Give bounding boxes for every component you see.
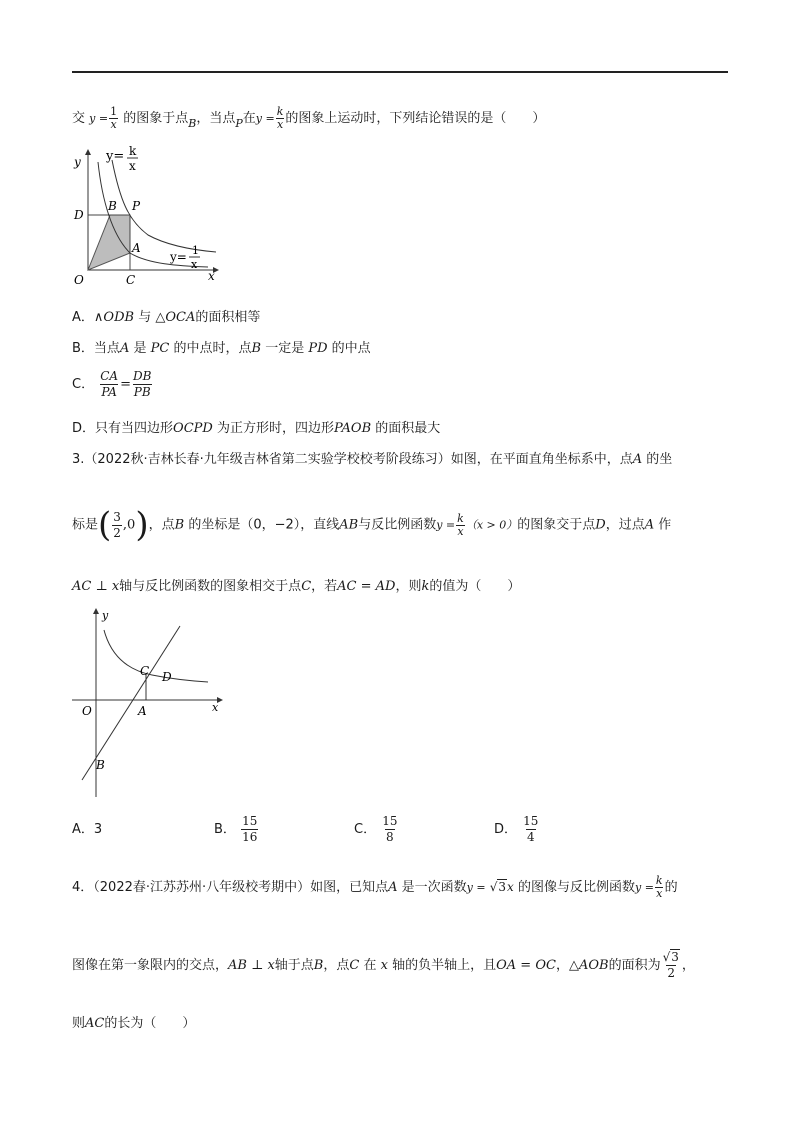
option-value: 3 (93, 822, 103, 837)
q4-stem-line-3: 则AC的长为（ ） (72, 1016, 196, 1031)
q2-stem-text-1: 交 (72, 111, 86, 126)
q2-figure (68, 140, 228, 295)
option-fraction: $\frac{15}{4}$ (523, 814, 539, 844)
q2-opta-mid: 与 (138, 310, 152, 325)
option-letter: C． (72, 377, 95, 392)
q2-label-d: D (74, 208, 84, 222)
q2-stem-text-4: 在 (242, 111, 256, 126)
q2-shaded-region (88, 215, 130, 270)
q3-stem-line-3: AC ⊥ x轴与反比例函数的图象相交于点C，若AC = AD，则k的值为（ ） (72, 579, 521, 594)
option-letter: A． (72, 310, 94, 325)
q3-label-y: y (102, 609, 109, 622)
q3-coord-a-fraction: $\frac{3}{2}$ (113, 509, 121, 540)
q2-label-o: O (74, 273, 84, 287)
q3-option-c[interactable] (354, 808, 400, 852)
q2-option-c[interactable]: C． $\frac{CA}{PA}$ = $\frac{DB}{PB}$ (72, 369, 152, 399)
q2-eq2-lhs: y = (255, 112, 275, 125)
q3-label-x: x (212, 701, 219, 714)
q4-stem-line-2: 图像在第一象限内的交点，AB ⊥ x轴于点B，点C 在 x 轴的负半轴上，且OA = OC，△AOB的面积为 $\frac{√3}{2}$ ， (72, 950, 695, 980)
q2-stem-text-2: 的图象于点 (123, 111, 189, 126)
q3-hyperbola (104, 630, 208, 682)
q2-eq2-fraction: $\frac{k}{x}$ (276, 105, 284, 131)
q2-label-y: y (74, 155, 81, 169)
q3-label-b: B (96, 758, 105, 772)
q2-label-curve-1-lhs: y= (170, 250, 187, 264)
q2-opta-rest: 的面积相等 (195, 310, 261, 325)
q2-point-p: P (235, 117, 243, 130)
q2-opta-triangle-odb: ∧ODB (93, 310, 135, 325)
q2-label-p: P (132, 199, 141, 213)
header-rule (72, 71, 728, 73)
q2-label-c: C (126, 273, 136, 287)
q2-eq1-lhs: y = (89, 112, 109, 125)
option-letter: A． (72, 822, 94, 837)
option-letter: C． (354, 822, 377, 837)
q2-point-b: B (188, 117, 197, 130)
q2-optc-frac-right: $\frac{DB}{PB}$ (132, 369, 152, 399)
q3-option-b[interactable] (214, 808, 259, 852)
q3-option-a[interactable] (72, 820, 102, 840)
q2-option-d[interactable]: D．只有当四边形OCPD 为正方形时，四边形PAOB 的面积最大 (72, 421, 441, 436)
q3-option-d[interactable] (494, 808, 540, 852)
q3-line-ab (82, 626, 180, 780)
option-letter: B． (214, 822, 236, 837)
q2-stem-text-3: ，当点 (196, 111, 236, 126)
q3-stem-line-2: 标是( $\frac{3}{2}$ ,0)，点B 的坐标是（0，−2），直线AB与反比例函数y = $\frac{k}{x}$ （x > 0）的图象交于点D，过点A 作 (72, 505, 672, 545)
q3-label-a: A (138, 704, 147, 718)
q2-label-b: B (108, 199, 117, 213)
q3-label-o: O (82, 704, 92, 718)
q2-option-b[interactable]: B．当点A 是 PC 的中点时，点B 一定是 PD 的中点 (72, 341, 371, 356)
q3-fn-fraction: $\frac{k}{x}$ (457, 511, 464, 538)
q2-opta-triangle-oca: △OCA (155, 310, 196, 325)
q2-label-curve-k-lhs: y= (106, 149, 125, 164)
option-fraction: $\frac{15}{8}$ (382, 814, 398, 844)
q3-label-d: D (162, 670, 172, 684)
q3-figure (72, 605, 232, 800)
q2-label-curve-k-den: x (129, 159, 136, 173)
q4-area-fraction: $\frac{√3}{2}$ (662, 950, 679, 980)
q2-label-curve-1-num: 1 (192, 244, 199, 257)
q4-stem-line-1: 4．（2022春·江苏苏州·八年级校考期中）如图，已知点A 是一次函数y = √3x 的图像与反比例函数y = $\frac{k}{x}$ 的 (72, 874, 678, 900)
option-fraction: $\frac{15}{16}$ (242, 814, 258, 844)
q2-stem-text-5: 的图象上运动时，下列结论错误的是（ ） (285, 111, 546, 126)
q2-optc-frac-left: $\frac{CA}{PA}$ (100, 369, 119, 399)
option-letter: B． (72, 341, 94, 356)
q2-option-a[interactable] (72, 308, 260, 328)
q3-label-c: C (140, 664, 150, 678)
q2-label-a: A (132, 241, 141, 255)
q2-label-curve-k-num: k (129, 144, 137, 158)
option-letter: D． (494, 822, 518, 837)
q2-label-curve-1-den: x (191, 258, 198, 271)
q2-label-x: x (208, 269, 215, 283)
option-letter: D． (72, 421, 96, 436)
q2-eq1-fraction: $\frac{1}{x}$ (110, 105, 118, 131)
q2-stem (72, 106, 545, 134)
q4-sqrt3-x: √3x (489, 880, 514, 894)
q4-inverse-fraction: $\frac{k}{x}$ (655, 874, 663, 900)
q3-stem-line-1: 3.（2022秋·吉林长春·九年级吉林省第二实验学校校考阶段练习）如图，在平面直角坐标系中，点A 的坐 (72, 452, 673, 467)
